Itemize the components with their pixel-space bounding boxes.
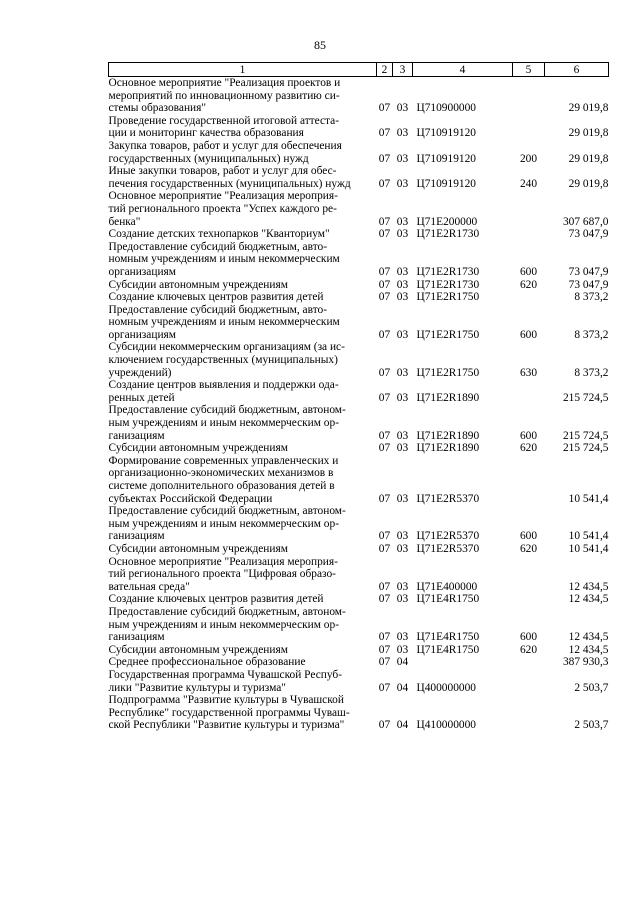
row-amount: 73 047,9 — [568, 278, 609, 291]
row-name-line: номным учреждениям и иным некоммерческим — [108, 253, 340, 266]
row-name-line: тий регионального проекта "Успех каждого ре- — [108, 202, 337, 215]
row-amount: 29 019,8 — [568, 102, 609, 115]
row-expense-type — [513, 190, 545, 228]
row-amount: 29 019,8 — [568, 152, 609, 165]
row-name-line: Республике" государственной программы Чуваш- — [108, 706, 350, 719]
row-name-line: Среднее профессиональное образование — [108, 656, 306, 669]
header-col-6: 6 — [545, 63, 609, 77]
row-expense-type: 620 — [519, 278, 538, 291]
row-name-line: лики "Развитие культуры и туризма" — [108, 681, 286, 694]
row-target-code: Ц71Е4R1750 — [416, 643, 480, 656]
row-section: 07 — [378, 215, 391, 228]
header-col-2: 2 — [377, 63, 393, 77]
row-target-code: Ц71Е4R1750 — [416, 631, 480, 644]
row-name — [109, 190, 377, 228]
row-subsection: 04 — [396, 656, 409, 669]
row-section: 07 — [378, 228, 391, 241]
row-target-code: Ц71Е4R1750 — [416, 593, 480, 606]
row-name — [109, 165, 377, 190]
table-row — [109, 291, 609, 304]
table-row — [109, 341, 609, 379]
row-name-line: организациям — [108, 265, 177, 278]
row-name — [109, 694, 377, 732]
row-name-line: Предоставление субсидий бюджетным, автоном- — [108, 404, 346, 417]
row-section: 07 — [378, 265, 391, 278]
row-target-code: Ц71Е2R5370 — [416, 542, 480, 555]
row-expense-type — [513, 228, 545, 241]
row-name — [109, 556, 377, 594]
table-row — [109, 656, 609, 669]
header-col-5: 5 — [513, 63, 545, 77]
row-amount: 10 541,4 — [568, 530, 609, 543]
row-name-line: Субсидии автономным учреждениям — [108, 442, 288, 455]
row-expense-type: 600 — [519, 631, 538, 644]
row-expense-type: 600 — [519, 328, 538, 341]
row-amount: 10 541,4 — [568, 492, 609, 505]
row-name-line: стемы образования" — [108, 102, 207, 115]
row-section: 07 — [378, 442, 391, 455]
row-section: 07 — [378, 328, 391, 341]
row-section: 07 — [378, 593, 391, 606]
row-name-line: номным учреждениям и иным некоммерческим — [108, 316, 340, 329]
row-amount: 73 047,9 — [568, 228, 609, 241]
row-expense-type: 630 — [519, 366, 538, 379]
row-name — [109, 593, 377, 606]
row-amount: 29 019,8 — [568, 127, 609, 140]
row-name-line: Формирование современных управленческих и — [108, 454, 339, 467]
table-row — [109, 606, 609, 644]
row-name-line: ренных детей — [108, 391, 175, 404]
header-col-4: 4 — [413, 63, 513, 77]
row-name — [109, 505, 377, 543]
row-target-code: Ц710919120 — [416, 127, 476, 140]
row-section: 07 — [378, 681, 391, 694]
row-section: 07 — [378, 429, 391, 442]
table-row — [109, 228, 609, 241]
table-header — [109, 63, 609, 77]
row-name — [109, 341, 377, 379]
table-row — [109, 669, 609, 694]
row-target-code: Ц71Е2R1730 — [416, 278, 480, 291]
row-name-line: Предоставление субсидий бюджетным, авто- — [108, 240, 328, 253]
row-subsection: 03 — [396, 152, 409, 165]
row-subsection: 03 — [396, 530, 409, 543]
row-amount: 307 687,0 — [562, 215, 609, 228]
table-row — [109, 694, 609, 732]
row-section: 07 — [378, 366, 391, 379]
table-row — [109, 304, 609, 342]
row-name — [109, 669, 377, 694]
row-name-line: Предоставление субсидий бюджетным, автоном- — [108, 605, 346, 618]
row-subsection: 03 — [396, 391, 409, 404]
row-subsection: 03 — [396, 177, 409, 190]
row-name-line: печения государственных (муниципальных) нужд — [108, 177, 351, 190]
row-name-line: Иные закупки товаров, работ и услуг для обес- — [108, 165, 337, 178]
row-amount: 387 930,3 — [562, 656, 609, 669]
row-subsection: 03 — [396, 580, 409, 593]
row-name-line: Субсидии автономным учреждениям — [108, 643, 288, 656]
table-row — [109, 115, 609, 140]
table-row — [109, 543, 609, 556]
row-target-code: Ц71Е200000 — [416, 215, 478, 228]
row-target-code: Ц71Е2R1890 — [416, 391, 480, 404]
row-expense-type — [513, 694, 545, 732]
table-row — [109, 165, 609, 190]
row-target-code: Ц710900000 — [416, 102, 476, 115]
row-name — [109, 279, 377, 292]
table-row — [109, 404, 609, 442]
row-name — [109, 304, 377, 342]
row-section: 07 — [378, 102, 391, 115]
row-amount: 29 019,8 — [568, 177, 609, 190]
row-subsection: 03 — [396, 492, 409, 505]
row-expense-type: 620 — [519, 542, 538, 555]
row-target-code: Ц71Е2R5370 — [416, 492, 480, 505]
row-amount: 73 047,9 — [568, 265, 609, 278]
row-target-code: Ц71Е2R1750 — [416, 366, 480, 379]
row-name-line: Государственная программа Чувашской Респуб- — [108, 668, 342, 681]
row-section: 07 — [378, 580, 391, 593]
row-subsection: 03 — [396, 442, 409, 455]
row-subsection: 03 — [396, 215, 409, 228]
row-name-line: учреждений) — [108, 366, 172, 379]
row-name-line: мероприятий по инновационному развитию си- — [108, 89, 340, 102]
row-expense-type — [513, 379, 545, 404]
row-amount: 12 434,5 — [568, 631, 609, 644]
row-name-line: Подпрограмма "Развитие культуры в Чувашской — [108, 694, 344, 707]
row-section: 07 — [378, 643, 391, 656]
row-expense-type — [513, 115, 545, 140]
row-target-code: Ц71Е2R1730 — [416, 228, 480, 241]
row-name-line: ганизациям — [108, 530, 165, 543]
row-target-code: Ц71Е2R1730 — [416, 265, 480, 278]
row-target-code: Ц71Е2R1750 — [416, 328, 480, 341]
row-subsection: 03 — [396, 593, 409, 606]
row-name-line: Закупка товаров, работ и услуг для обеспечения — [108, 139, 342, 152]
row-name-line: Предоставление субсидий бюджетным, авто- — [108, 303, 328, 316]
row-amount: 8 373,2 — [574, 328, 609, 341]
row-name-line: Создание ключевых центров развития детей — [108, 593, 324, 606]
row-section: 07 — [378, 719, 391, 732]
row-name-line: Субсидии некоммерческим организациям (за ис- — [108, 341, 345, 354]
row-name-line: Создание ключевых центров развития детей — [108, 291, 324, 304]
row-name-line: ции и мониторинг качества образования — [108, 127, 304, 140]
row-section: 07 — [378, 127, 391, 140]
table-row — [109, 556, 609, 594]
row-name-line: Создание центров выявления и поддержки ода- — [108, 379, 339, 392]
table-row — [109, 140, 609, 165]
row-subsection: 03 — [396, 291, 409, 304]
row-name-line: бенка" — [108, 215, 141, 228]
row-name-line: ганизациям — [108, 429, 165, 442]
row-section: 07 — [378, 656, 391, 669]
row-expense-type — [513, 656, 545, 669]
row-target-code: Ц71Е2R1890 — [416, 442, 480, 455]
row-amount: 12 434,5 — [568, 580, 609, 593]
row-section: 07 — [378, 152, 391, 165]
row-name — [109, 644, 377, 657]
row-name — [109, 291, 377, 304]
row-name-line: организационно-экономических механизмов в — [108, 467, 334, 480]
budget-table — [108, 62, 609, 732]
row-amount: 12 434,5 — [568, 593, 609, 606]
header-col-1: 1 — [109, 63, 377, 77]
row-amount: 215 724,5 — [562, 429, 609, 442]
row-name-line: ным учреждениям и иным некоммерческим ор- — [108, 618, 339, 631]
row-section: 07 — [378, 631, 391, 644]
row-amount: 2 503,7 — [574, 719, 609, 732]
row-subsection: 03 — [396, 542, 409, 555]
row-name — [109, 404, 377, 442]
row-target-code: Ц400000000 — [416, 681, 476, 694]
row-amount: 10 541,4 — [568, 542, 609, 555]
table-row — [109, 379, 609, 404]
row-target-code — [413, 656, 513, 669]
row-name — [109, 228, 377, 241]
row-name-line: Создание детских технопарков "Кванториум" — [108, 228, 330, 241]
row-expense-type: 600 — [519, 429, 538, 442]
row-target-code: Ц71Е2R5370 — [416, 530, 480, 543]
row-name — [109, 455, 377, 505]
header-col-3: 3 — [393, 63, 413, 77]
row-expense-type: 600 — [519, 530, 538, 543]
table-row — [109, 442, 609, 455]
row-amount: 2 503,7 — [574, 681, 609, 694]
row-name-line: вательная среда" — [108, 580, 190, 593]
row-name-line: организациям — [108, 328, 177, 341]
row-expense-type — [513, 455, 545, 505]
row-target-code: Ц71Е2R1750 — [416, 291, 480, 304]
row-name — [109, 543, 377, 556]
row-name-line: Субсидии автономным учреждениям — [108, 278, 288, 291]
row-target-code: Ц71Е400000 — [416, 580, 478, 593]
row-section: 07 — [378, 492, 391, 505]
row-expense-type — [513, 669, 545, 694]
row-expense-type — [513, 77, 545, 115]
row-name — [109, 140, 377, 165]
row-name-line: государственных (муниципальных) нужд — [108, 152, 309, 165]
row-expense-type: 620 — [519, 643, 538, 656]
row-name-line: тий регионального проекта "Цифровая образо- — [108, 568, 336, 581]
row-name — [109, 606, 377, 644]
row-subsection: 03 — [396, 278, 409, 291]
row-target-code: Ц71Е2R1890 — [416, 429, 480, 442]
row-target-code: Ц710919120 — [416, 177, 476, 190]
table-row — [109, 593, 609, 606]
row-expense-type: 620 — [519, 442, 538, 455]
row-name-line: ключением государственных (муниципальных) — [108, 354, 338, 367]
row-name-line: Субсидии автономным учреждениям — [108, 542, 288, 555]
row-subsection: 03 — [396, 429, 409, 442]
row-subsection: 03 — [396, 127, 409, 140]
row-name — [109, 241, 377, 279]
row-name-line: ской Республики "Развитие культуры и туризма" — [108, 719, 345, 732]
row-name — [109, 77, 377, 115]
row-name-line: субъектах Российской Федерации — [108, 492, 273, 505]
row-target-code: Ц710919120 — [416, 152, 476, 165]
row-name-line: Основное мероприятие "Реализация проектов и — [108, 77, 341, 89]
table-row — [109, 241, 609, 279]
row-name-line: ганизациям — [108, 631, 165, 644]
page-number: 85 — [314, 38, 326, 52]
table-row — [109, 77, 609, 115]
row-subsection: 03 — [396, 366, 409, 379]
row-name-line: Основное мероприятие "Реализация мероприя- — [108, 555, 338, 568]
row-amount: 8 373,2 — [574, 291, 609, 304]
row-section: 07 — [378, 177, 391, 190]
row-subsection: 03 — [396, 228, 409, 241]
row-subsection: 04 — [396, 681, 409, 694]
row-name-line: Основное мероприятие "Реализация мероприя- — [108, 190, 338, 203]
row-expense-type — [513, 593, 545, 606]
row-expense-type — [513, 556, 545, 594]
row-section: 07 — [378, 291, 391, 304]
row-amount: 215 724,5 — [562, 442, 609, 455]
row-name — [109, 656, 377, 669]
row-subsection: 03 — [396, 102, 409, 115]
row-section: 07 — [378, 278, 391, 291]
row-subsection: 04 — [396, 719, 409, 732]
row-name-line: Проведение государственной итоговой аттеста- — [108, 114, 340, 127]
row-target-code: Ц410000000 — [416, 719, 476, 732]
row-name-line: ным учреждениям и иным некоммерческим ор- — [108, 417, 339, 430]
row-name-line: ным учреждениям и иным некоммерческим ор- — [108, 517, 339, 530]
row-expense-type: 200 — [519, 152, 538, 165]
row-section: 07 — [378, 542, 391, 555]
row-amount: 215 724,5 — [562, 391, 609, 404]
table-row — [109, 455, 609, 505]
row-subsection: 03 — [396, 265, 409, 278]
table-body — [109, 77, 609, 732]
table-row — [109, 505, 609, 543]
row-amount: 12 434,5 — [568, 643, 609, 656]
row-name-line: системе дополнительного образования детей в — [108, 480, 335, 492]
row-subsection: 03 — [396, 643, 409, 656]
row-expense-type: 240 — [519, 177, 538, 190]
row-name — [109, 115, 377, 140]
row-name-line: Предоставление субсидий бюджетным, автоном- — [108, 505, 346, 518]
row-name — [109, 379, 377, 404]
table-row — [109, 190, 609, 228]
row-expense-type — [513, 291, 545, 304]
row-subsection: 03 — [396, 631, 409, 644]
table-row — [109, 644, 609, 657]
row-expense-type: 600 — [519, 265, 538, 278]
row-section: 07 — [378, 391, 391, 404]
row-amount: 8 373,2 — [574, 366, 609, 379]
table-row — [109, 279, 609, 292]
row-subsection: 03 — [396, 328, 409, 341]
row-section: 07 — [378, 530, 391, 543]
row-name — [109, 442, 377, 455]
